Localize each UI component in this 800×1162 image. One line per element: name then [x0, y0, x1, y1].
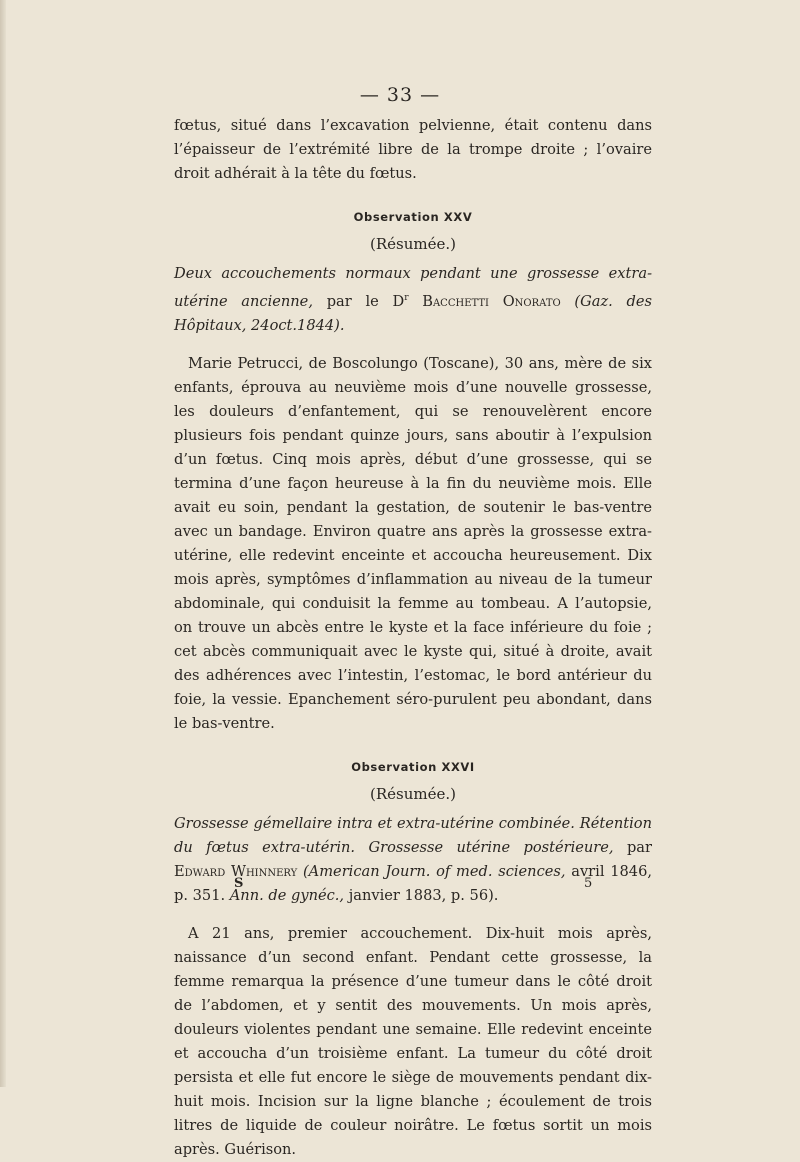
observation-25-body: Marie Petrucci, de Boscolungo (Toscane), 30 ans, mère de six enfants, éprouva au neuvième mois d’une nouvelle grossesse, les douleurs d’enfantement, qui se renouvelèrent encore plusieurs fois pendant quinze jours, sans aboutir à l’expulsion d’un fœtus. Cinq mois après, début d’une grossesse, qui se termina d’une façon heureuse à la fin du neuvième mois. Elle avait eu soin, pendant la gestation, de soutenir le bas-ventre avec un bandage. Environ quatre ans après la grossesse extra-utérine, elle redevint enceinte et accoucha heureusement. Dix mois après, symptômes d’inflammation au niveau de la tumeur abdominale, qui conduisit la femme au tombeau. A l’autopsie, on trouve un abcès entre le kyste et la face inférieure du foie ; cet abcès communiquait avec le kyste qui, situé à droite, avait des adhérences avec l’intestin, l’estomac, le bord antérieur du foie, la vessie. Epanchement séro-purulent peu abondant, dans le bas-ventre. — [174, 354, 652, 732]
observation-25-title-sup: r — [404, 293, 409, 303]
page-number: — 33 — — [359, 84, 441, 106]
page-edge — [0, 0, 6, 1087]
observation-25-title — [174, 262, 652, 338]
observation-26-source-2: avril 1846, p. 351. — [174, 862, 653, 904]
observation-26-author: Edward Whinnery — [174, 862, 298, 880]
observation-26-heading: Observation XXVI — [351, 759, 475, 774]
observation-26-source-4: janvier 1883, p. 56). — [344, 886, 499, 904]
observation-26-source-3: Ann. de gynéc., — [229, 886, 345, 904]
observation-26-title — [174, 812, 652, 908]
observation-26-body: A 21 ans, premier accouchement. Dix-huit mois après, naissance d’un second enfant. Pendant cette grossesse, la femme remarqua la présence d’une tumeur dans le côté droit de l’abdomen, et y sentit des mouvements. Un mois après, douleurs violentes pendant une semaine. Elle redevint enceinte et accoucha d’un troisième enfant. La tumeur du côté droit persista et elle fut encore le siège de mouvements pendant dix-huit mois. Incision sur la ligne blanche ; écoulement de trois litres de liquide de couleur noirâtre. Le fœtus sortit un mois après. Guérison. — [174, 924, 652, 1158]
observation-26-title-by: par — [613, 838, 652, 856]
text-column — [174, 114, 652, 1162]
observation-25-source: (Gaz. des Hôpitaux, 24oct.1844). — [174, 292, 652, 334]
signature-mark: S — [234, 876, 244, 891]
observation-26-source-1: (American Journ. of med. sciences, — [302, 862, 566, 880]
observation-25-title-by: par le D — [312, 292, 405, 310]
observation-26-subheading: (Résumée.) — [370, 784, 456, 803]
intro-paragraph: fœtus, situé dans l’excavation pelvienne, était contenu dans l’épaisseur de l’extrémité libre de la trompe droite ; l’ovaire droit adhérait à la tête du fœtus. — [174, 117, 652, 182]
observation-25-title-italic: Deux accouchements normaux pendant une grossesse extra-utérine ancienne, — [174, 265, 652, 310]
observation-25-author: Bacchetti Onorato — [408, 292, 575, 310]
signature-number: 5 — [584, 876, 593, 891]
observation-25-heading: Observation XXV — [353, 210, 473, 224]
observation-26-title-italic: Grossesse gémellaire intra et extra-utérine combinée. Rétention du fœtus extra-utérin. Grossesse utérine postérieure, — [174, 814, 652, 856]
observation-25-subheading: (Résumée.) — [370, 235, 456, 253]
